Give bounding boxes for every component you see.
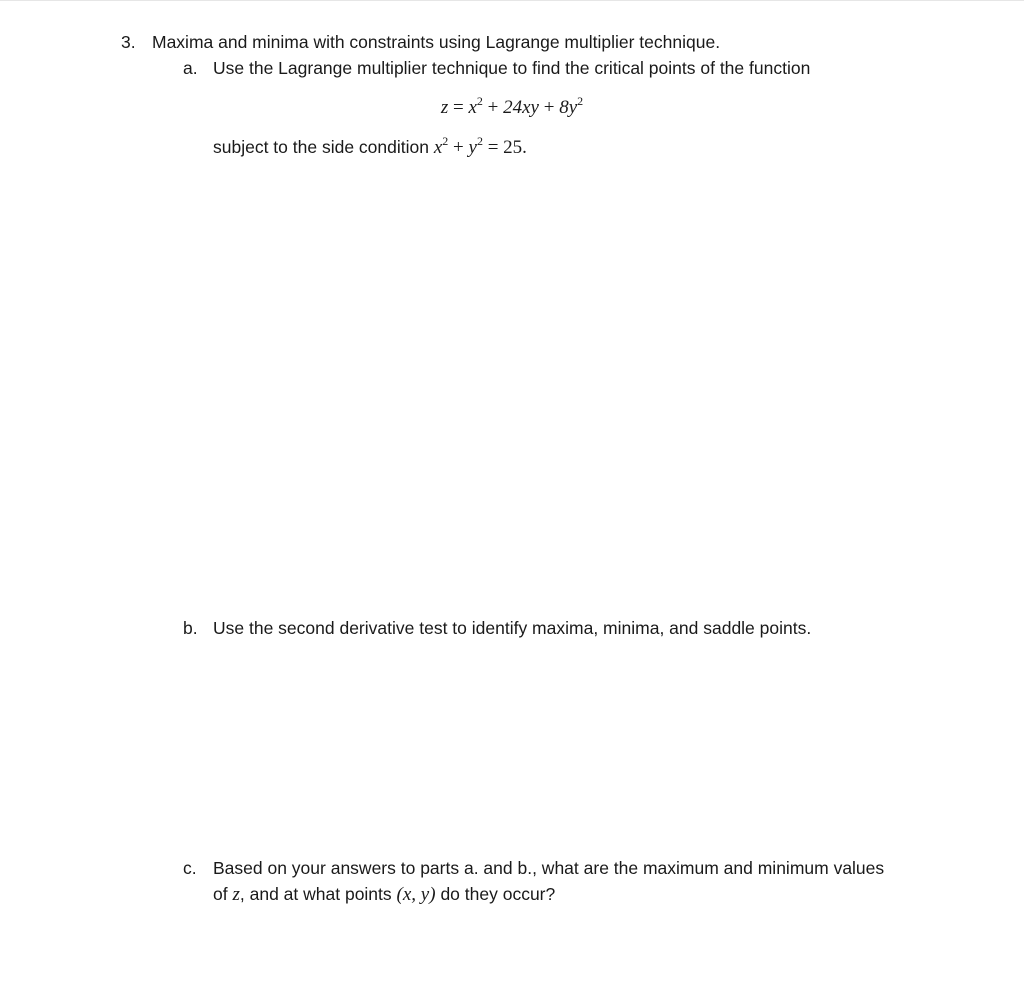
problem-number: 3. <box>121 32 136 52</box>
page-top-edge <box>0 0 1024 1</box>
objective-function-equation <box>0 96 1024 121</box>
part-c-text-post: do they occur? <box>440 884 556 904</box>
problem-title: Maxima and minima with constraints using Lagrange multiplier technique. <box>152 32 721 52</box>
part-c-line2 <box>213 882 555 907</box>
part-b-label: b. <box>183 618 198 638</box>
var-z: z <box>232 884 240 905</box>
objective-function: $z = x^2 + 24xy + 8y^2$ <box>440 94 584 118</box>
problem-heading <box>121 30 720 54</box>
part-c-text-line1: Based on your answers to parts a. and b., what are the maximum and minimum values <box>213 858 885 878</box>
part-a-label: a. <box>183 58 198 78</box>
side-condition-equation: $x^2 + y^2 = 25$. <box>433 134 527 158</box>
side-condition-text: subject to the side condition <box>213 137 429 157</box>
part-c-text-mid: , and at what points <box>239 884 392 904</box>
part-b-prompt <box>183 616 811 640</box>
part-a-text: Use the Lagrange multiplier technique to find the critical points of the function <box>213 58 811 78</box>
part-c-label: c. <box>183 858 197 878</box>
part-c-prompt <box>183 856 884 880</box>
part-a-prompt <box>183 56 810 80</box>
point-xy: (x, y) <box>396 884 436 905</box>
part-b-text: Use the second derivative test to identify maxima, minima, and saddle points. <box>213 618 812 638</box>
side-condition-line <box>213 135 527 160</box>
part-c-text-pre: of <box>213 884 228 904</box>
